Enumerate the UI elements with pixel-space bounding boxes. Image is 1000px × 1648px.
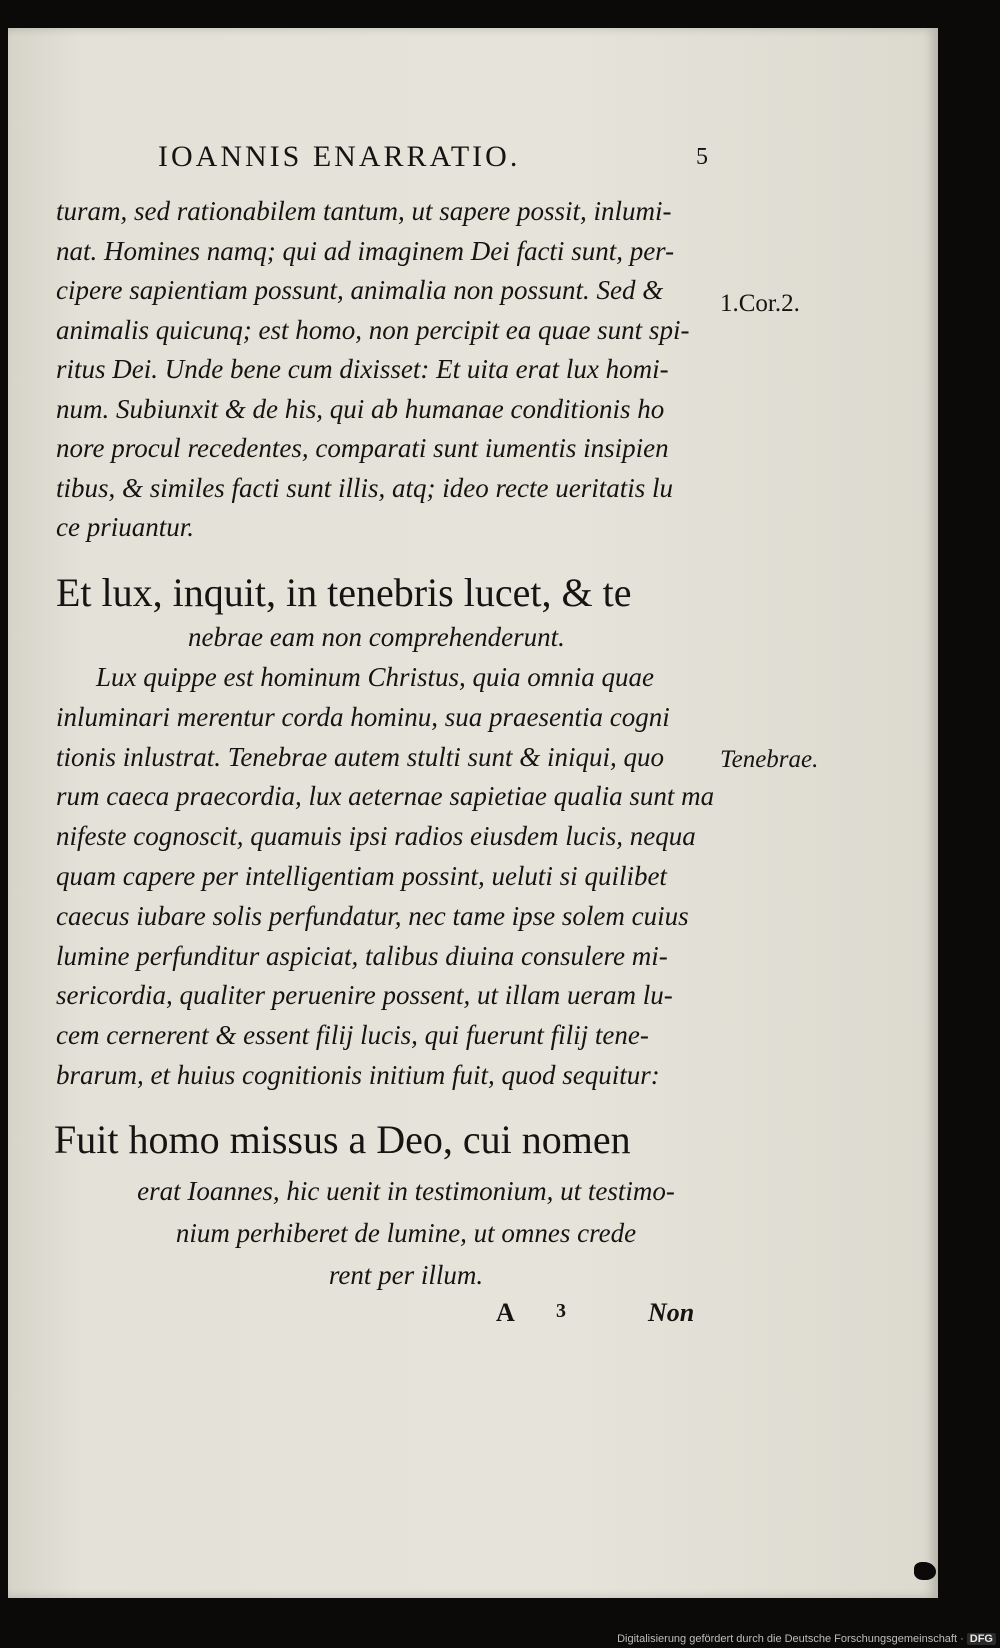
text-line: caecus iubare solis perfundatur, nec tame ipse solem cuius [56,900,689,931]
running-title: IOANNIS ENARRATIO. [158,140,521,173]
catchword: Non [648,1298,695,1327]
verse-heading-2-cont [96,1170,716,1296]
text-line: quam capere per intelligentiam possint, ueluti si quilibet [56,860,667,891]
text-line: nifeste cognoscit, quamuis ipsi radios eiusdem lucis, nequa [56,821,696,852]
text-line: cem cernerent & essent filij lucis, qui fuerunt filij tene- [56,1020,649,1051]
ink-blot [914,1562,936,1580]
text-line: cipere sapientiam possunt, animalia non possunt. Sed & [56,275,664,305]
dfg-logo: DFG [967,1633,996,1645]
text-line: nium perhiberet de lumine, ut omnes crede [175,1218,637,1248]
verse-heading-1-cont: nebrae eam non comprehenderunt. [188,622,565,652]
margin-note-tenebrae: Tenebrae. [720,746,819,773]
text-line: sericordia, qualiter peruenire possent, ut illam ueram lu- [56,980,673,1011]
text-line: num. Subiunxit & de his, qui ab humanae conditionis ho [56,393,665,424]
digitization-footer [617,1633,996,1645]
paragraph-2 [56,658,728,1096]
text-line: ce priuantur. [56,512,194,542]
text-line: rum caeca praecordia, lux aeternae sapietiae qualia sunt ma [56,781,715,812]
book-page [8,28,938,1598]
text-line: erat Ioannes, hic uenit in testimonium, ut testimo- [137,1176,675,1206]
text-line: animalis quicunq; est homo, non percipit ea quae sunt spi- [56,314,690,345]
text-line: tibus, & similes facti sunt illis, atq; ideo recte ueritatis lu [56,472,673,503]
text-line: tionis inlustrat. Tenebrae autem stulti sunt & iniqui, quo [56,741,665,772]
verse-heading-2: Fuit homo missus a Deo, cui nomen [54,1117,631,1162]
text-line: rent per illum. [328,1260,484,1290]
text-line: Lux quippe est hominum Christus, quia omnia quae [96,662,654,692]
text-line: inluminari merentur corda hominu, sua praesentia cogni [56,701,670,732]
signature-mark: A [496,1298,515,1327]
text-line: nat. Homines namq; qui ad imaginem Dei facti sunt, per- [56,235,675,266]
text-line: lumine perfunditur aspiciat, talibus diuina consulere mi- [56,940,668,971]
margin-note-cor: 1.Cor.2. [720,290,800,317]
text-line: ritus Dei. Unde bene cum dixisset: Et uita erat lux homi- [56,354,669,384]
text-line: brarum, et huius cognitionis initium fuit, quod sequitur: [56,1059,660,1090]
signature-number: 3 [556,1300,566,1322]
verse-heading-1: Et lux, inquit, in tenebris lucet, & te [56,570,632,615]
text-line: turam, sed rationabilem tantum, ut sapere possit, inlumi- [56,196,672,226]
text-line: nore procul recedentes, comparati sunt iumentis insipien [56,433,669,463]
paragraph-1 [56,192,728,548]
page-number: 5 [696,144,708,170]
footer-text: Digitalisierung gefördert durch die Deutsche Forschungsgemeinschaft · [617,1633,964,1645]
